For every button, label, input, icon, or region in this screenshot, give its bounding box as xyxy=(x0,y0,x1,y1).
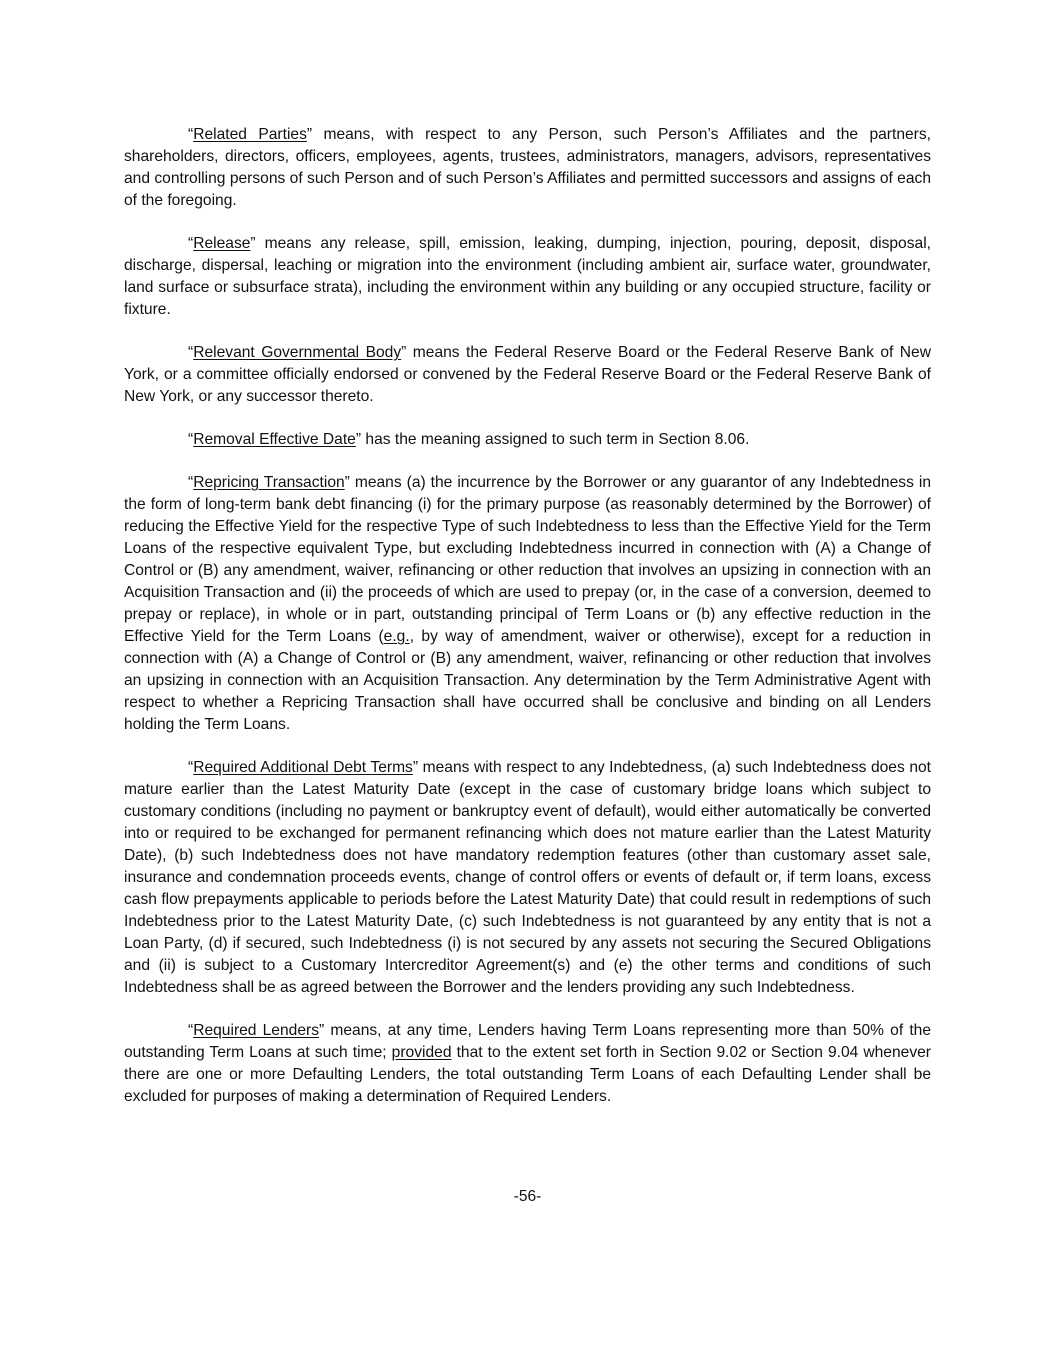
definition-text: means with respect to any Indebtedness, (a) such Indebtedness does not mature earlier than the Latest Maturity Date (except in the case of customary bridge loans which subject to customary conditions (including no payment or bankruptcy event of default), would either automatically be converted into or required to be exchanged for permanent refinancing which does not mature earlier than the Latest Maturity Date), (b) such Indebtedness does not have mandatory redemption features (other than customary asset sale, insurance and condemnation proceeds events, change of control offers or events of default or, if term loans, excess cash flow prepayments applicable to periods before the Latest Maturity Date) that could result in redemptions of such Indebtedness prior to the Latest Maturity Date, (c) such Indebtedness is not guaranteed by any entity that is not a Loan Party, (d) if secured, such Indebtedness (i) is not secured by any assets not securing the Secured Obligations and (ii) is subject to a Customary Intercreditor Agreement(s) and (e) the other terms and conditions of such Indebtedness shall be as agreed between the Borrower and the lenders providing any such Indebtedness. xyxy=(124,759,931,996)
definition-related-parties: “Related Parties” means, with respect to any Person, such Person’s Affiliates and the partners, shareholders, directors, officers, employees, agents, trustees, administrators, managers, advisors, representatives and controlling persons of such Person and of such Person’s Affiliates and permitted successors and assigns of each of the foregoing. xyxy=(124,126,931,209)
definition-text: means (a) the incurrence by the Borrower or any guarantor of any Indebtedness in the form of long-term bank debt financing (i) for the primary purpose (as reasonably determined by the Borrower) of reducing the Effective Yield for the respective Type of such Indebtedness to less than the Effective Yield for the Term Loans of the respective equivalent Type, but excluding Indebtedness incurred in connection with (A) a Change of Control or (B) any amendment, waiver, refinancing or other reduction that involves an upsizing in connection with an Acquisition Transaction and (ii) the proceeds of which are used to prepay (or, in the case of a conversion, deemed to prepay or replace), in whole or in part, outstanding principal of Term Loans or (b) any effective reduction in the Effective Yield for the Term Loans ( xyxy=(124,474,931,645)
definition-text: means any release, spill, emission, leaking, dumping, injection, pouring, deposit, disposal, discharge, dispersal, leaching or migration into the environment (including ambient air, surface water, groundwater, land surface or subsurface strata), including the environment within any building or any occupied structure, facility or fixture. xyxy=(124,235,931,318)
document-page xyxy=(124,124,931,1129)
defined-term: Relevant Governmental Body xyxy=(193,344,402,361)
definition-required-additional-debt-terms: “Required Additional Debt Terms” means with respect to any Indebtedness, (a) such Indebtedness does not mature earlier than the Latest Maturity Date (except in the case of customary bridge loans which subject to customary conditions (including no payment or bankruptcy event of default), would either automatically be converted into or required to be exchanged for permanent refinancing which does not mature earlier than the Latest Maturity Date), (b) such Indebtedness does not have mandatory redemption features (other than customary asset sale, insurance and condemnation proceeds events, change of control offers or events of default or, if term loans, excess cash flow prepayments applicable to periods before the Latest Maturity Date) that could result in redemptions of such Indebtedness prior to the Latest Maturity Date, (c) such Indebtedness is not guaranteed by any entity that is not a Loan Party, (d) if secured, such Indebtedness (i) is not secured by any assets not securing the Secured Obligations and (ii) is subject to a Customary Intercreditor Agreement(s) and (e) the other terms and conditions of such Indebtedness shall be as agreed between the Borrower and the lenders providing any such Indebtedness. xyxy=(124,759,931,996)
definition-repricing-transaction: “Repricing Transaction” means (a) the incurrence by the Borrower or any guarantor of any Indebtedness in the form of long-term bank debt financing (i) for the primary purpose (as reasonably determined by the Borrower) of reducing the Effective Yield for the respective Type of such Indebtedness to less than the Effective Yield for the Term Loans of the respective equivalent Type, but excluding Indebtedness incurred in connection with (A) a Change of Control or (B) any amendment, waiver, refinancing or other reduction that involves an upsizing in connection with an Acquisition Transaction and (ii) the proceeds of which are used to prepay (or, in the case of a conversion, deemed to prepay or replace), in whole or in part, outstanding principal of Term Loans or (b) any effective reduction in the Effective Yield for the Term Loans (e.g., by way of amendment, waiver or otherwise), except for a reduction in connection with (A) a Change of Control or (B) any amendment, waiver, refinancing or other reduction that involves an upsizing in connection with an Acquisition Transaction. Any determination by the Term Administrative Agent with respect to whether a Repricing Transaction shall have occurred shall be conclusive and binding on all Lenders holding the Term Loans. xyxy=(124,474,931,733)
definition-release: “Release” means any release, spill, emission, leaking, dumping, injection, pouring, deposit, disposal, discharge, dispersal, leaching or migration into the environment (including ambient air, surface water, groundwater, land surface or subsurface strata), including the environment within any building or any occupied structure, facility or fixture. xyxy=(124,235,931,318)
defined-term: Required Lenders xyxy=(193,1022,319,1039)
defined-term: Repricing Transaction xyxy=(193,474,345,491)
definition-text: has the meaning assigned to such term in Section 8.06. xyxy=(361,431,750,448)
page-number: -56- xyxy=(513,1188,542,1205)
defined-term: Related Parties xyxy=(193,126,307,143)
definition-text: means, with respect to any Person, such Person’s Affiliates and the partners, shareholders, directors, officers, employees, agents, trustees, administrators, managers, advisors, representatives and controlling persons of such Person and of such Person’s Affiliates and permitted successors and assigns of each of the foregoing. xyxy=(124,126,931,209)
definition-required-lenders: “Required Lenders” means, at any time, Lenders having Term Loans representing more than 50% of the outstanding Term Loans at such time; provided that to the extent set forth in Section 9.02 or Section 9.04 whenever there are one or more Defaulting Lenders, the total outstanding Term Loans of each Defaulting Lender shall be excluded for purposes of making a determination of Required Lenders. xyxy=(124,1022,931,1105)
underlined-proviso: provided xyxy=(391,1044,452,1061)
definition-relevant-governmental-body: “Relevant Governmental Body” means the Federal Reserve Board or the Federal Reserve Bank of New York, or a committee officially endorsed or convened by the Federal Reserve Board or the Federal Reserve Bank of New York, or any successor thereto. xyxy=(124,344,931,405)
defined-term: Release xyxy=(193,235,251,252)
definition-text: means the Federal Reserve Board or the Federal Reserve Bank of New York, or a committee officially endorsed or convened by the Federal Reserve Board or the Federal Reserve Bank of New York, or any successor thereto. xyxy=(124,344,931,405)
defined-term: Removal Effective Date xyxy=(193,431,356,448)
definition-text-continued: , by way of amendment, waiver or otherwise), except for a reduction in connection with (A) a Change of Control or (B) any amendment, waiver, refinancing or other reduction that involves an upsizing in connection with an Acquisition Transaction. Any determination by the Term Administrative Agent with respect to whether a Repricing Transaction shall have occurred shall be conclusive and binding on all Lenders holding the Term Loans. xyxy=(124,628,931,733)
definition-removal-effective-date: “Removal Effective Date” has the meaning assigned to such term in Section 8.06. xyxy=(188,431,750,448)
definition-text: means, at any time, Lenders having Term Loans representing more than 50% of the outstanding Term Loans at such time; xyxy=(124,1022,931,1061)
definition-text-continued: that to the extent set forth in Section 9.02 or Section 9.04 whenever there are one or more Defaulting Lenders, the total outstanding Term Loans of each Defaulting Lender shall be excluded for purposes of making a determination of Required Lenders. xyxy=(124,1044,931,1105)
underlined-abbreviation: e.g. xyxy=(383,628,410,645)
defined-term: Required Additional Debt Terms xyxy=(193,759,413,776)
